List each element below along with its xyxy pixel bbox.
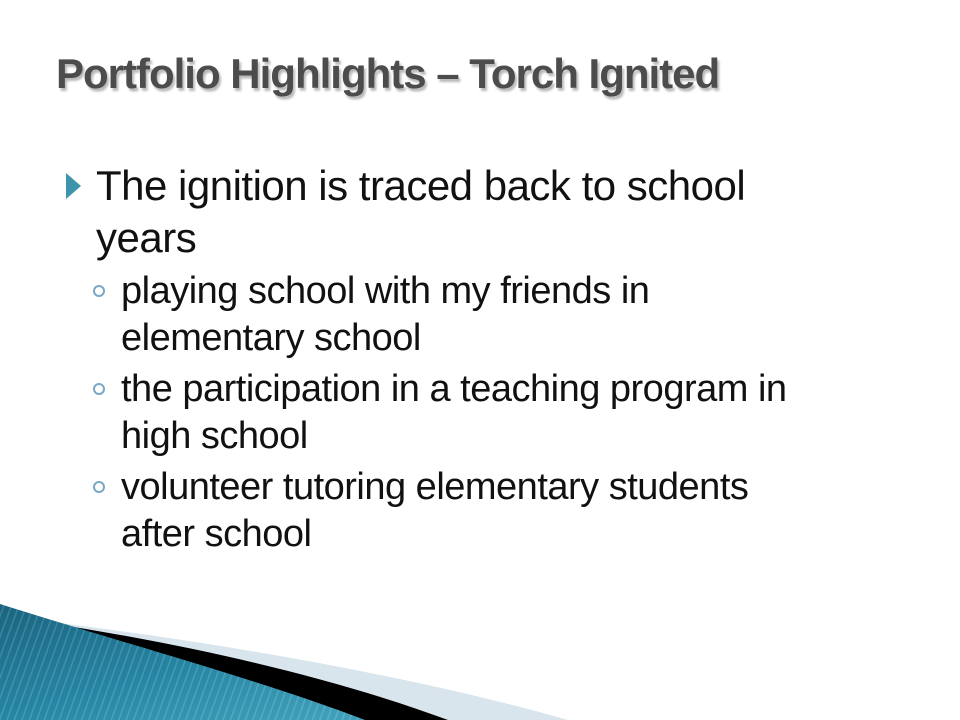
bullet-text-line: elementary school [121,317,421,359]
triangle-bullet-icon [66,173,81,199]
bullet-text [96,160,745,264]
bullet-text-line: The ignition is traced back to school [96,162,746,209]
slide-title: Portfolio Highlights – Torch Ignited [56,50,720,97]
circle-bullet-icon [93,481,105,493]
ribbon-pale-wedge [0,616,568,720]
bullet-text-line: volunteer tutoring elementary students [121,466,749,508]
bullet-text-line: playing school with my friends in [121,270,650,312]
bullet-item-level2 [93,464,896,558]
circle-bullet-icon [93,285,105,297]
bullet-text-line: after school [121,513,312,555]
ribbon-teal-wedge [0,604,365,720]
ribbon-teal-pinstripes [0,604,365,720]
ribbon-black-stripe [0,622,448,720]
circle-bullet-icon [93,383,105,395]
slide-body [66,160,896,558]
bullet-text-line: high school [121,415,308,457]
bullet-item-level2 [93,268,896,362]
bullet-text-line: the participation in a teaching program in [121,368,787,410]
bullet-text-line: years [96,214,197,261]
bullet-text [121,366,787,460]
bullet-text [121,464,748,558]
bullet-item-level2 [93,366,896,460]
bullet-item-level1 [66,160,896,264]
sub-bullet-list [66,268,896,558]
bullet-text [121,268,649,362]
